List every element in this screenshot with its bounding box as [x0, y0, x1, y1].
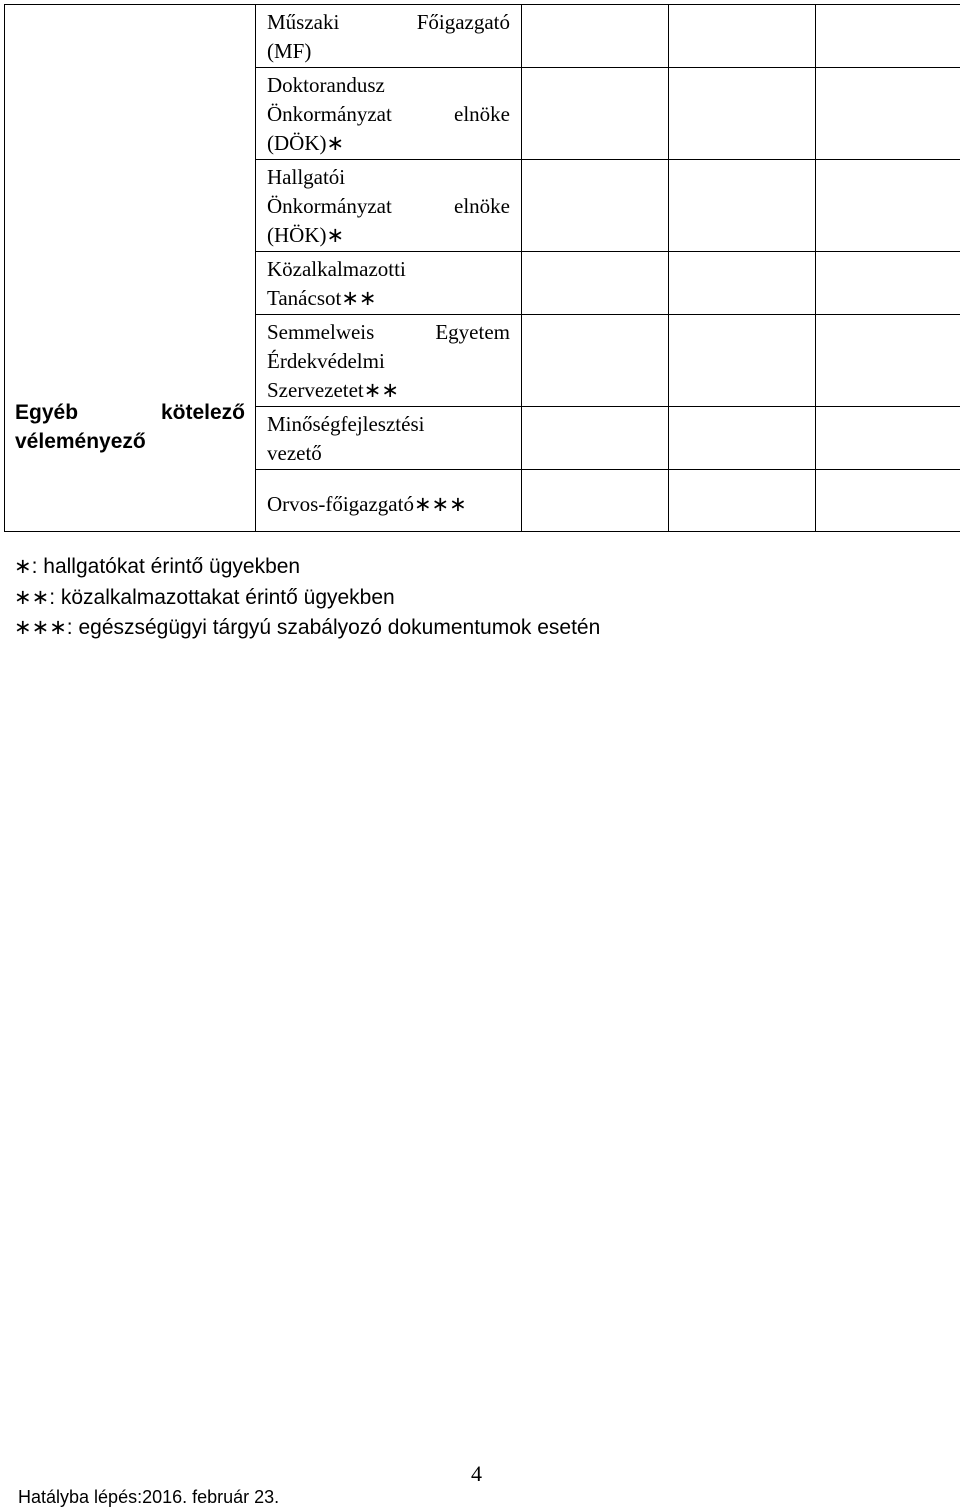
reviewer-entry	[256, 5, 521, 67]
empty-cell	[669, 407, 816, 470]
page-number: 4	[471, 1461, 482, 1486]
category-cell	[5, 5, 256, 532]
empty-cell	[816, 160, 960, 252]
reviewer-text: Önkormányzat	[267, 194, 392, 218]
reviewer-line	[267, 255, 510, 284]
reviewer-cell	[256, 68, 522, 160]
reviewer-line	[267, 347, 510, 376]
reviewer-entry	[256, 160, 521, 251]
reviewer-line	[267, 318, 510, 347]
empty-cell	[816, 315, 960, 407]
empty-cell	[816, 407, 960, 470]
footnotes	[14, 552, 600, 644]
reviewer-text: elnöke	[454, 102, 510, 126]
empty-cell	[669, 5, 816, 68]
reviewer-text: Szervezetet∗∗	[267, 378, 399, 402]
reviewer-cell	[256, 315, 522, 407]
reviewer-cell	[256, 252, 522, 315]
empty-cell	[816, 68, 960, 160]
empty-cell	[522, 252, 669, 315]
reviewer-line	[267, 37, 510, 66]
empty-cell	[669, 315, 816, 407]
reviewer-line	[267, 71, 510, 100]
reviewer-cell	[256, 5, 522, 68]
reviewer-entry	[256, 470, 521, 520]
reviewer-text: Közalkalmazotti	[267, 257, 406, 281]
reviewer-text: vezető	[267, 441, 322, 465]
reviewer-line	[267, 376, 510, 405]
reviewer-text: elnöke	[454, 194, 510, 218]
reviewer-line	[267, 284, 510, 313]
empty-cell	[816, 252, 960, 315]
reviewer-line	[267, 221, 510, 250]
footnote-3: ∗∗∗: egészségügyi tárgyú szabályozó dokumentumok esetén	[14, 616, 601, 639]
reviewer-text: Érdekvédelmi	[267, 349, 385, 373]
empty-cell	[669, 470, 816, 532]
reviewer-cell	[256, 470, 522, 532]
reviewer-line	[267, 100, 510, 129]
reviewer-text: Műszaki	[267, 10, 340, 34]
empty-cell	[816, 5, 960, 68]
reviewer-text: Semmelweis	[267, 320, 375, 344]
empty-cell	[816, 470, 960, 532]
reviewer-text: Hallgatói	[267, 165, 346, 189]
category-label	[5, 398, 255, 456]
empty-cell	[522, 68, 669, 160]
empty-cell	[522, 407, 669, 470]
empty-cell	[522, 5, 669, 68]
reviewer-text: Minőségfejlesztési	[267, 412, 425, 436]
empty-cell	[669, 252, 816, 315]
reviewer-text: Egyetem	[435, 320, 510, 344]
reviewer-line	[267, 410, 510, 439]
reviewer-text: Doktorandusz	[267, 73, 385, 97]
empty-cell	[669, 160, 816, 252]
reviewer-line	[267, 8, 510, 37]
reviewer-entry	[256, 252, 521, 314]
empty-cell	[669, 68, 816, 160]
approval-table	[4, 4, 960, 532]
reviewer-text: Önkormányzat	[267, 102, 392, 126]
reviewer-entry	[256, 68, 521, 159]
reviewer-cell	[256, 407, 522, 470]
reviewer-text: (HÖK)∗	[267, 223, 345, 247]
reviewer-line	[267, 490, 510, 519]
category-label-word: kötelező	[160, 401, 245, 424]
reviewer-line	[267, 192, 510, 221]
empty-cell	[522, 470, 669, 532]
effective-date: Hatályba lépés:2016. február 23.	[18, 1487, 280, 1507]
table-row	[5, 5, 960, 68]
reviewer-text: (DÖK)∗	[267, 131, 345, 155]
empty-cell	[522, 160, 669, 252]
reviewer-line	[267, 129, 510, 158]
empty-cell	[522, 315, 669, 407]
reviewer-line	[267, 163, 510, 192]
footnote-1: ∗: hallgatókat érintő ügyekben	[14, 555, 301, 578]
reviewer-entry	[256, 315, 521, 406]
reviewer-entry	[256, 407, 521, 469]
reviewer-text: Tanácsot∗∗	[267, 286, 377, 310]
reviewer-text: Orvos-főigazgató∗∗∗	[267, 492, 467, 516]
reviewer-text: Főigazgató	[416, 10, 510, 34]
reviewer-text: (MF)	[267, 39, 312, 63]
category-label-word: Egyéb	[15, 401, 79, 424]
reviewer-cell	[256, 160, 522, 252]
category-label-word: véleményező	[15, 430, 146, 453]
footnote-2: ∗∗: közalkalmazottakat érintő ügyekben	[14, 585, 395, 609]
reviewer-line	[267, 439, 510, 468]
